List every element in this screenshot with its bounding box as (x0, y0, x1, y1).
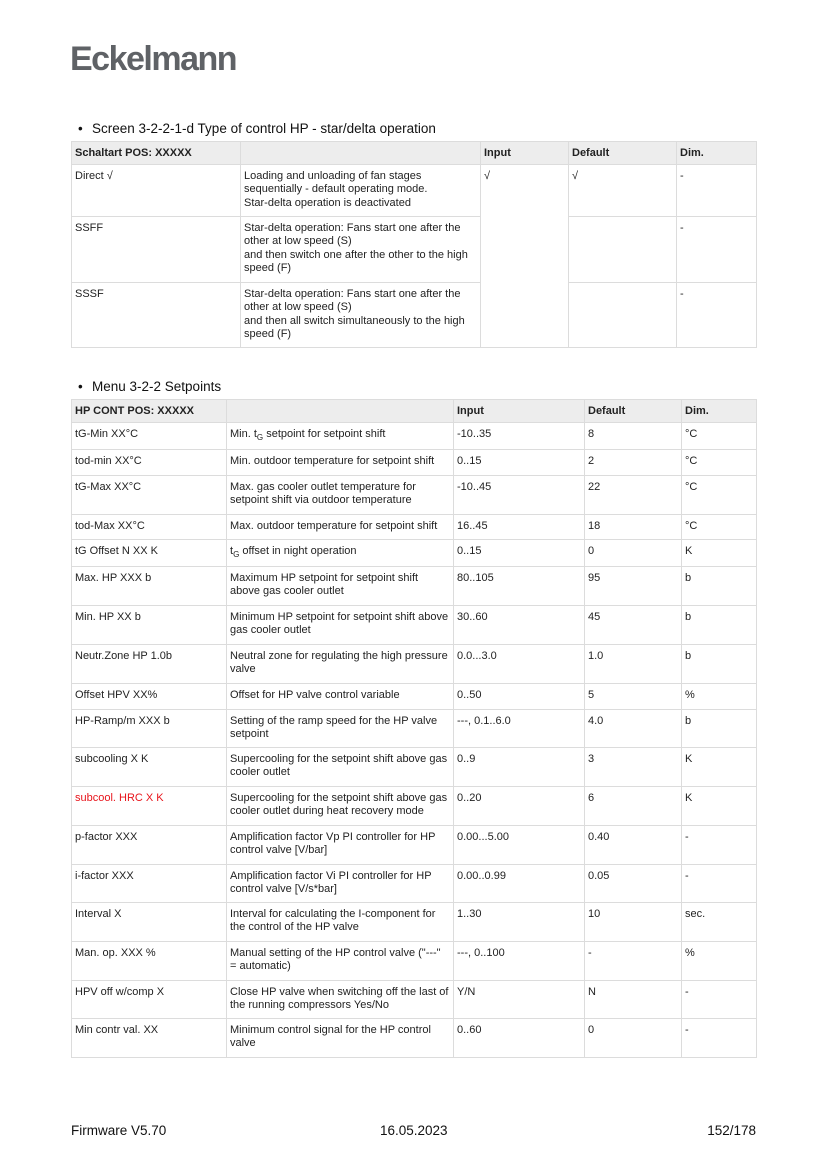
table-row (72, 684, 757, 710)
dim-cell: K (682, 748, 757, 787)
table-row (72, 826, 757, 865)
description-cell (227, 540, 454, 567)
default-cell: 3 (585, 748, 682, 787)
param-cell: SSFF (72, 217, 241, 283)
dim-cell: °C (682, 515, 757, 540)
description-cell: Setting of the ramp speed for the HP valve setpoint (227, 710, 454, 748)
input-cell: 0..20 (454, 787, 585, 826)
param-cell: subcooling X K (72, 748, 227, 787)
default-cell: 10 (585, 903, 682, 942)
setpoints-table (71, 399, 757, 1058)
default-cell: √ (569, 165, 677, 217)
default-cell (569, 217, 677, 283)
description-cell: Interval for calculating the I-component for the control of the HP valve (227, 903, 454, 942)
default-cell: N (585, 981, 682, 1019)
table-header-row (72, 400, 757, 423)
table-row (72, 165, 757, 217)
dim-cell: - (682, 1019, 757, 1058)
table-row (72, 567, 757, 606)
default-cell: 45 (585, 606, 682, 645)
dim-cell: - (677, 165, 757, 217)
column-header: Input (454, 400, 585, 423)
dim-cell: - (682, 981, 757, 1019)
default-cell: 8 (585, 423, 682, 450)
dim-cell: - (677, 283, 757, 348)
param-cell: Min contr val. XX (72, 1019, 227, 1058)
param-cell: tG-Max XX°C (72, 476, 227, 515)
table-row (72, 645, 757, 684)
table-row (72, 423, 757, 450)
description-cell: Close HP valve when switching off the last of the running compressors Yes/No (227, 981, 454, 1019)
description-cell: Minimum control signal for the HP control valve (227, 1019, 454, 1058)
input-cell: 0..9 (454, 748, 585, 787)
input-cell: 30..60 (454, 606, 585, 645)
column-header: Default (585, 400, 682, 423)
table-row (72, 283, 757, 348)
dim-cell: b (682, 567, 757, 606)
default-cell (569, 283, 677, 348)
param-cell: tod-Max XX°C (72, 515, 227, 540)
column-header: Schaltart POS: XXXXX (72, 142, 241, 165)
column-header: Dim. (682, 400, 757, 423)
section-heading-menu: • Menu 3-2-2 Setpoints (78, 379, 222, 394)
table-row (72, 450, 757, 476)
column-header: Dim. (677, 142, 757, 165)
section-title: Menu 3-2-2 Setpoints (92, 379, 222, 394)
description-cell (227, 423, 454, 450)
dim-cell: b (682, 606, 757, 645)
param-cell: tod-min XX°C (72, 450, 227, 476)
description-cell: Amplification factor Vi PI controller for HP control valve [V/s*bar] (227, 865, 454, 903)
dim-cell: - (682, 826, 757, 865)
param-cell: tG-Min XX°C (72, 423, 227, 450)
dim-cell: % (682, 684, 757, 710)
description-cell: Star-delta operation: Fans start one after the other at low speed (S) and then switch one after the other to the high speed (F) (241, 217, 481, 283)
description-text: Min. t (230, 428, 257, 440)
description-text: offset in night operation (239, 545, 357, 557)
table-row (72, 606, 757, 645)
table-row (72, 787, 757, 826)
param-cell: tG Offset N XX K (72, 540, 227, 567)
input-cell: 0.00..0.99 (454, 865, 585, 903)
description-cell: Offset for HP valve control variable (227, 684, 454, 710)
description-cell: Minimum HP setpoint for setpoint shift above gas cooler outlet (227, 606, 454, 645)
description-cell: Neutral zone for regulating the high pressure valve (227, 645, 454, 684)
column-header: HP CONT POS: XXXXX (72, 400, 227, 423)
table-row (72, 476, 757, 515)
param-cell: Neutr.Zone HP 1.0b (72, 645, 227, 684)
default-cell: 2 (585, 450, 682, 476)
description-text: setpoint for setpoint shift (263, 428, 386, 440)
description-cell: Amplification factor Vp PI controller for HP control valve [V/bar] (227, 826, 454, 865)
default-cell: 1.0 (585, 645, 682, 684)
description-cell: Supercooling for the setpoint shift above gas cooler outlet during heat recovery mode (227, 787, 454, 826)
param-cell: Direct √ (72, 165, 241, 217)
table-row (72, 710, 757, 748)
dim-cell: b (682, 645, 757, 684)
param-cell: p-factor XXX (72, 826, 227, 865)
description-cell: Loading and unloading of fan stages sequentially - default operating mode. Star-delta operation is deactivated (241, 165, 481, 217)
default-cell: 5 (585, 684, 682, 710)
default-cell: - (585, 942, 682, 981)
table-row (72, 217, 757, 283)
input-cell: 0.00...5.00 (454, 826, 585, 865)
param-cell: Min. HP XX b (72, 606, 227, 645)
dim-cell: °C (682, 476, 757, 515)
param-cell: Interval X (72, 903, 227, 942)
default-cell: 0.05 (585, 865, 682, 903)
input-cell: ---, 0.1..6.0 (454, 710, 585, 748)
input-cell: 80..105 (454, 567, 585, 606)
input-cell: 0..15 (454, 450, 585, 476)
star-delta-table (71, 141, 757, 348)
description-cell: Max. gas cooler outlet temperature for setpoint shift via outdoor temperature (227, 476, 454, 515)
dim-cell: °C (682, 423, 757, 450)
default-cell: 6 (585, 787, 682, 826)
footer-firmware: Firmware V5.70 (71, 1123, 167, 1138)
input-cell: 1..30 (454, 903, 585, 942)
default-cell: 4.0 (585, 710, 682, 748)
default-cell: 95 (585, 567, 682, 606)
table-header-row (72, 142, 757, 165)
dim-cell: sec. (682, 903, 757, 942)
table-row (72, 942, 757, 981)
dim-cell: - (682, 865, 757, 903)
input-cell: 0..60 (454, 1019, 585, 1058)
description-cell: Max. outdoor temperature for setpoint shift (227, 515, 454, 540)
dim-cell: K (682, 540, 757, 567)
column-header: Default (569, 142, 677, 165)
default-cell: 0.40 (585, 826, 682, 865)
param-cell: i-factor XXX (72, 865, 227, 903)
table-row (72, 748, 757, 787)
param-cell: Man. op. XXX % (72, 942, 227, 981)
footer-page-number: 152/178 (707, 1123, 756, 1138)
section-heading-screen: • Screen 3-2-2-1-d Type of control HP - star/delta operation (78, 121, 436, 136)
table-row (72, 865, 757, 903)
default-cell: 22 (585, 476, 682, 515)
description-cell: Min. outdoor temperature for setpoint shift (227, 450, 454, 476)
input-cell: -10..35 (454, 423, 585, 450)
dim-cell: b (682, 710, 757, 748)
section-title: Screen 3-2-2-1-d Type of control HP - star/delta operation (92, 121, 436, 136)
param-cell: HP-Ramp/m XXX b (72, 710, 227, 748)
subscript: G (256, 433, 264, 442)
dim-cell: °C (682, 450, 757, 476)
table-row (72, 515, 757, 540)
input-cell: √ (481, 165, 569, 348)
dim-cell: - (677, 217, 757, 283)
default-cell: 0 (585, 1019, 682, 1058)
description-text: t (230, 545, 234, 557)
table-row (72, 540, 757, 567)
description-cell: Maximum HP setpoint for setpoint shift above gas cooler outlet (227, 567, 454, 606)
input-cell: 0..50 (454, 684, 585, 710)
eckelmann-logo: Eckelmann (70, 40, 237, 78)
column-header: Input (481, 142, 569, 165)
param-cell: Max. HP XXX b (72, 567, 227, 606)
input-cell: -10..45 (454, 476, 585, 515)
description-cell: Supercooling for the setpoint shift above gas cooler outlet (227, 748, 454, 787)
default-cell: 0 (585, 540, 682, 567)
input-cell: ---, 0..100 (454, 942, 585, 981)
input-cell: 0.0...3.0 (454, 645, 585, 684)
dim-cell: K (682, 787, 757, 826)
table-row (72, 1019, 757, 1058)
dim-cell: % (682, 942, 757, 981)
input-cell: 16..45 (454, 515, 585, 540)
param-cell: HPV off w/comp X (72, 981, 227, 1019)
param-cell: subcool. HRC X K (72, 787, 227, 826)
table-row (72, 903, 757, 942)
param-cell: Offset HPV XX% (72, 684, 227, 710)
input-cell: Y/N (454, 981, 585, 1019)
param-cell: SSSF (72, 283, 241, 348)
input-cell: 0..15 (454, 540, 585, 567)
column-header (241, 142, 481, 165)
subscript: G (233, 550, 240, 559)
description-cell: Manual setting of the HP control valve ("---" = automatic) (227, 942, 454, 981)
footer-date: 16.05.2023 (380, 1123, 448, 1138)
description-cell: Star-delta operation: Fans start one after the other at low speed (S) and then all switch simultaneously to the high speed (F) (241, 283, 481, 348)
default-cell: 18 (585, 515, 682, 540)
column-header (227, 400, 454, 423)
table-row (72, 981, 757, 1019)
